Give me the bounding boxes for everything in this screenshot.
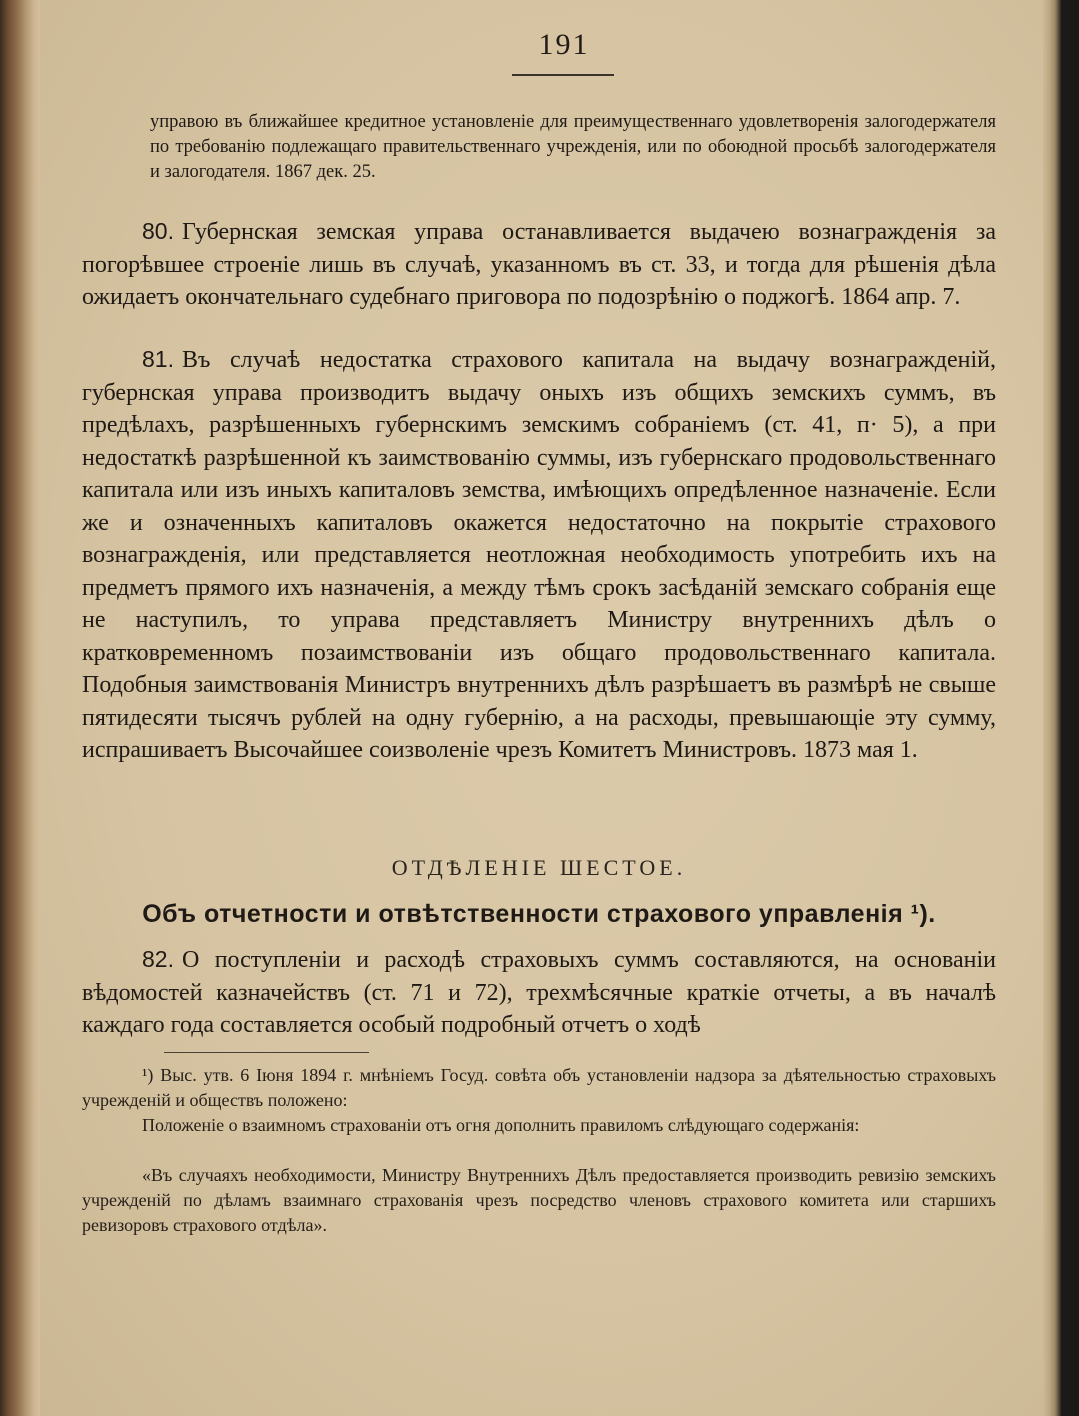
intro-fragment (150, 110, 996, 185)
page-edge (1043, 0, 1061, 1416)
page-number-rule (512, 74, 614, 76)
book-spine (0, 0, 40, 1416)
footnote-paragraph-2: Положеніе о взаимномъ страхованіи отъ огня дополнить правиломъ слѣдующаго содержанія: (142, 1115, 860, 1135)
article-81-text: Въ случаѣ недостатка страхового капитала на выдачу вознагражденій, губернская управа производитъ выдачу оныхъ изъ общихъ земскихъ суммъ, въ предѣлахъ, разрѣшенныхъ губернскимъ земскимъ собраніемъ (ст. 41, п· 5), а при недостаткѣ разрѣшенной къ заимствованію суммы, изъ губернскаго продовольственнаго капитала или изъ иныхъ капиталовъ земства, имѣющихъ опредѣленное назначеніе. Если же и означенныхъ капиталовъ окажется недостаточно на покрытіе страхового вознагражденія, или представляется неотложная необходимость употребить ихъ на предметъ прямого ихъ назначенія, а между тѣмъ срокъ засѣданій земскаго собранія еще не наступилъ, то управа представляетъ Министру внутреннихъ дѣлъ о кратковременномъ позаимствованіи изъ общаго продовольственнаго капитала. Подобныя заимствованія Министръ внутреннихъ дѣлъ разрѣшаетъ въ размѣрѣ не свыше пятидесяти тысячъ рублей на одну губернію, а на расходы, превышающіе эту сумму, испрашиваетъ Высочайшее соизволеніе чрезъ Комитетъ Министровъ. 1873 мая 1. (82, 347, 996, 763)
article-80-number: 80. (142, 218, 174, 244)
section-title: Объ отчетности и отвѣтственности страхового управленія ¹). (142, 900, 936, 928)
article-81-number: 81. (142, 346, 174, 372)
section-heading: ОТДѢЛЕНІЕ ШЕСТОЕ. (391, 855, 687, 880)
book-page (40, 0, 1061, 1416)
intro-fragment-text: управою въ ближайшее кредитное установленіе для преимущественнаго удовлетворенія залогодержателя по требованію подлежащаго правительственнаго учрежденія, или по обоюдной просьбѣ залогодержателя и залогодателя. 1867 дек. 25. (150, 112, 996, 182)
article-82-text: О поступленіи и расходѣ страховыхъ суммъ составляются, на основаніи вѣдомостей казначействъ (ст. 71 и 72), трехмѣсячные краткіе отчеты, а въ началѣ каждаго года составляется особый подробный отчетъ о ходѣ (82, 947, 996, 1038)
article-82 (82, 943, 996, 1042)
footnote-paragraph-3: «Въ случаяхъ необходимости, Министру Внутреннихъ Дѣлъ предоставляется производить ревизію земскихъ учрежденій по дѣламъ взаимнаго страхованія чрезъ посредство членовъ страхового комитета или старшихъ ревизоровъ страхового отдѣла». (82, 1165, 996, 1235)
footnote-rule (164, 1052, 369, 1053)
article-80 (82, 215, 996, 314)
article-81 (82, 343, 996, 767)
footnote-paragraph-1: ¹) Выс. утв. 6 Іюня 1894 г. мнѣніемъ Госуд. совѣта объ установленіи надзора за дѣятельностью страховыхъ учрежденій и обществъ положено: (82, 1065, 996, 1110)
page-number: 191 (538, 28, 590, 61)
article-82-number: 82. (142, 946, 174, 972)
article-80-text: Губернская земская управа останавливается выдачею вознагражденія за погорѣвшее строеніе лишь въ случаѣ, указанномъ въ ст. 33, и тогда для рѣшенія дѣла ожидаетъ окончательнаго судебнаго приговора по подозрѣнію о поджогѣ. 1864 апр. 7. (82, 219, 996, 310)
